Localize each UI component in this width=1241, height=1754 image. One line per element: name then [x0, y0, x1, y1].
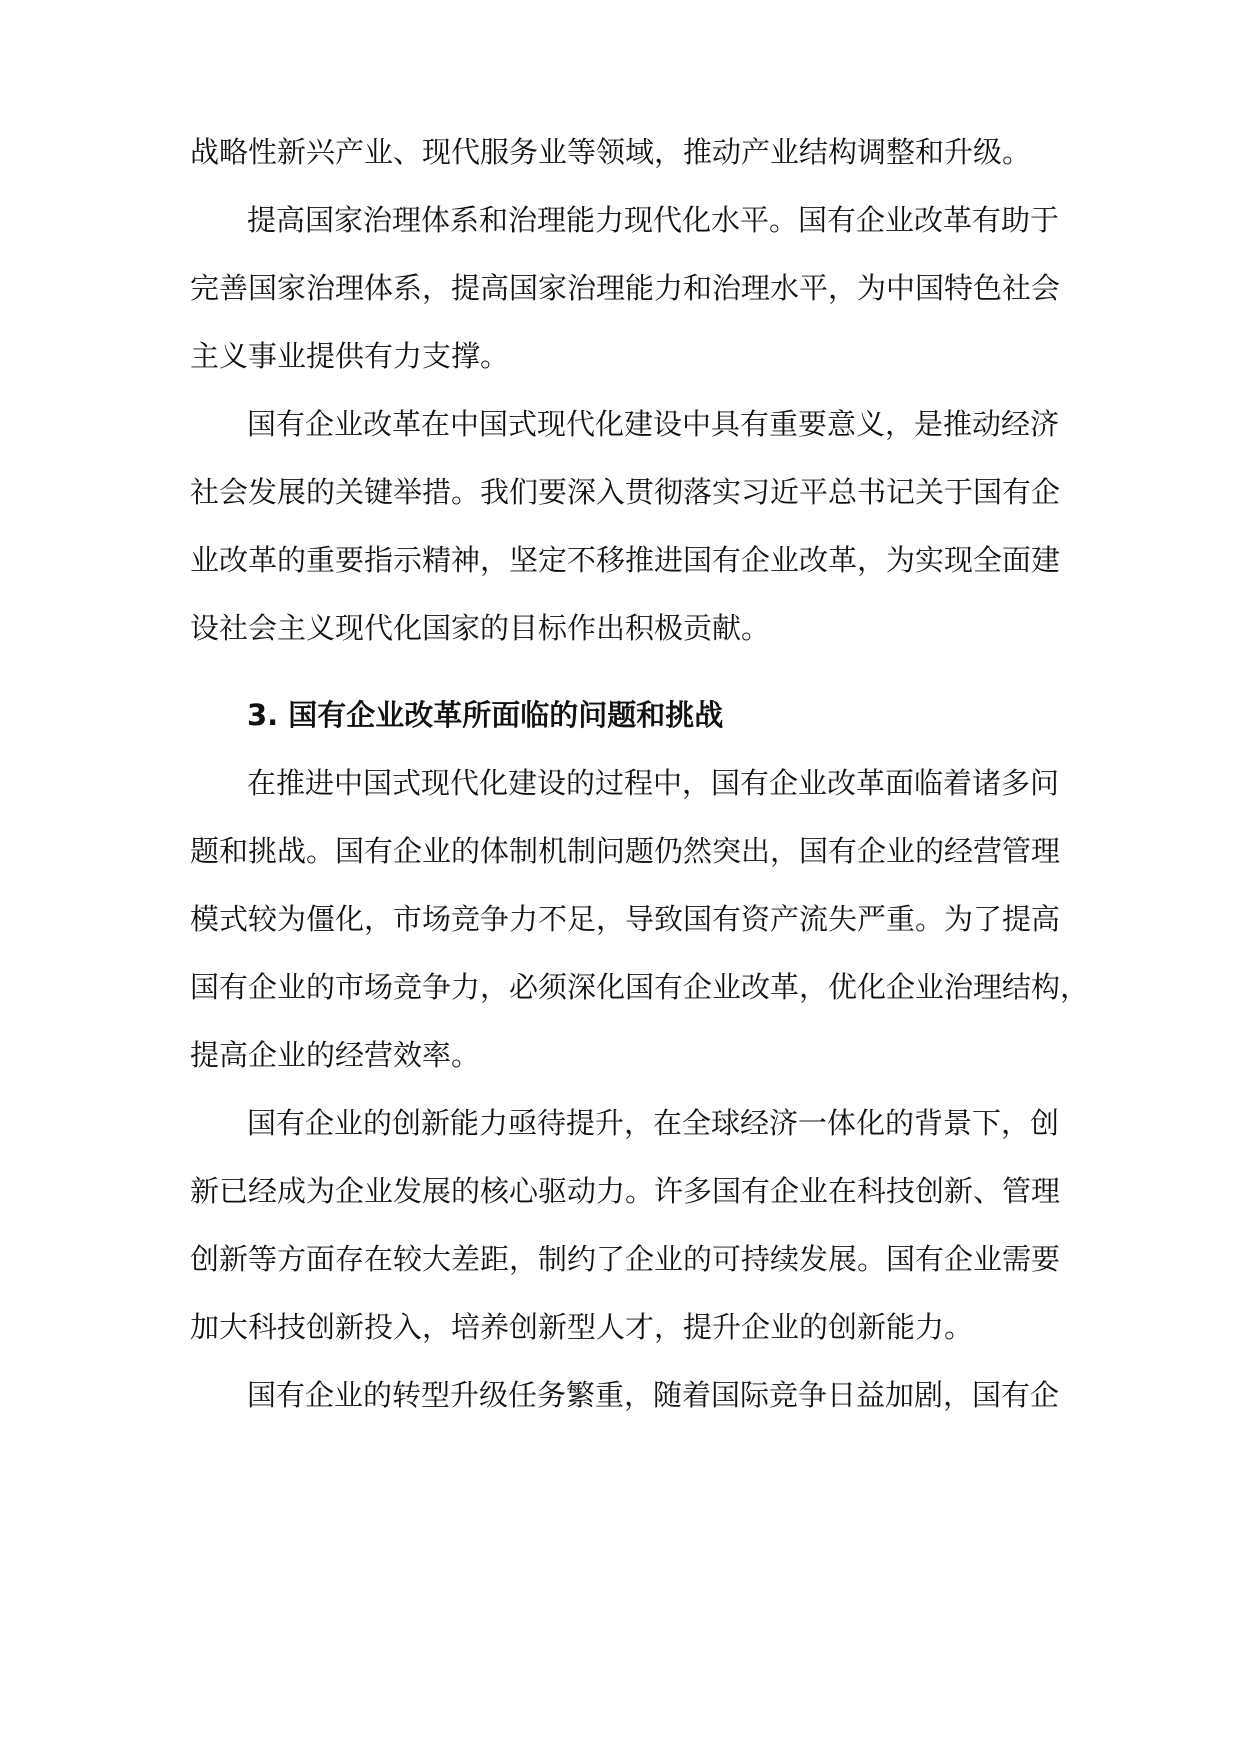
paragraph-line: 新已经成为企业发展的核心驱动力。许多国有企业在科技创新、管理	[190, 1174, 1061, 1208]
paragraph-line: 国有企业的转型升级任务繁重，随着国际竞争日益加剧，国有企	[247, 1378, 1060, 1412]
paragraph-line: 创新等方面存在较大差距，制约了企业的可持续发展。国有企业需要	[190, 1242, 1061, 1276]
paragraph-line: 国有企业改革在中国式现代化建设中具有重要意义，是推动经济	[247, 407, 1060, 441]
paragraph-line: 主义事业提供有力支撑。	[190, 339, 510, 373]
paragraph-line: 战略性新兴产业、现代服务业等领域，推动产业结构调整和升级。	[190, 135, 1032, 169]
paragraph-line: 国有企业的创新能力亟待提升，在全球经济一体化的背景下，创	[247, 1106, 1060, 1140]
paragraph-line: 提高国家治理体系和治理能力现代化水平。国有企业改革有助于	[247, 203, 1060, 237]
paragraph-line: 社会发展的关键举措。我们要深入贯彻落实习近平总书记关于国有企	[190, 475, 1061, 509]
paragraph-line: 提高企业的经营效率。	[190, 1038, 481, 1072]
paragraph-line: 业改革的重要指示精神，坚定不移推进国有企业改革，为实现全面建	[190, 543, 1061, 577]
paragraph-line: 题和挑战。国有企业的体制机制问题仍然突出，国有企业的经营管理	[190, 834, 1061, 868]
paragraph-line: 模式较为僵化，市场竞争力不足，导致国有资产流失严重。为了提高	[190, 902, 1061, 936]
paragraph-line: 设社会主义现代化国家的目标作出积极贡献。	[190, 611, 771, 645]
paragraph-line: 完善国家治理体系，提高国家治理能力和治理水平，为中国特色社会	[190, 271, 1061, 305]
paragraph-line: 在推进中国式现代化建设的过程中，国有企业改革面临着诸多问	[247, 766, 1060, 800]
paragraph-line: 加大科技创新投入，培养创新型人才，提升企业的创新能力。	[190, 1310, 974, 1344]
paragraph-line: 国有企业的市场竞争力，必须深化国有企业改革，优化企业治理结构，	[190, 970, 1090, 1004]
section-heading: 3. 国有企业改革所面临的问题和挑战	[247, 698, 724, 732]
